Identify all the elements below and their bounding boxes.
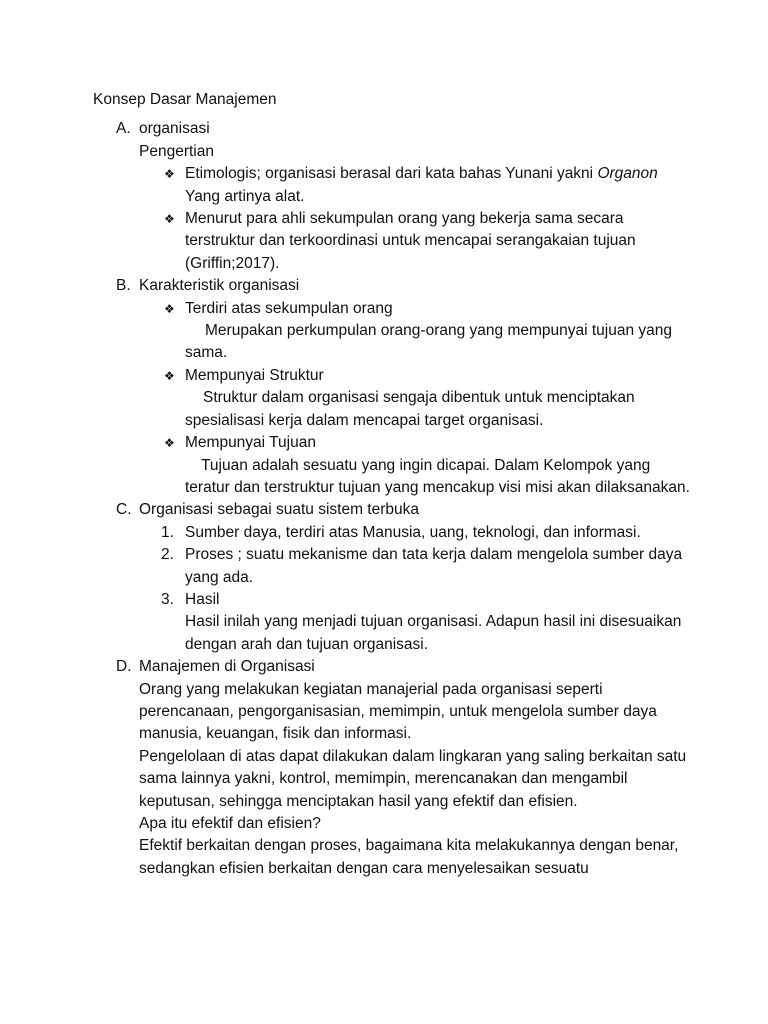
bullet-1-italic-term: Organon xyxy=(597,165,658,183)
diamond-bullet-icon: ❖ xyxy=(164,167,175,182)
section-a-marker: A. xyxy=(116,120,131,138)
document-title: Konsep Dasar Manajemen xyxy=(93,91,277,108)
section-c-heading xyxy=(93,499,693,521)
section-d-paragraph-2: Pengelolaan di atas dapat dilakukan dalam lingkaran yang saling berkaitan satu sama lainnya yakni, kontrol, memimpin, merencanakan dan mengambil keputusan, sehingga menciptakan hasil yang efektif dan efisien. xyxy=(139,747,687,810)
document-body xyxy=(93,89,693,880)
section-b-item-3-desc: Tujuan adalah sesuatu yang ingin dicapai. Dalam Kelompok yang teratur dan terstruktur tujuan yang mencakup visi misi akan dilaksanakan. xyxy=(185,456,690,496)
diamond-bullet-icon: ❖ xyxy=(164,212,175,227)
section-a-heading xyxy=(93,118,693,140)
item-1-text: Sumber daya, terdiri atas Manusia, uang, teknologi, dan informasi. xyxy=(185,523,641,541)
section-c-item-1 xyxy=(93,522,693,544)
bullet-2-text: Menurut para ahli sekumpulan orang yang bekerja sama secara terstruktur dan terkoordinasi untuk mencapai serangakaian tujuan (Griffin;2017). xyxy=(185,210,636,272)
section-d-title: Manajemen di Organisasi xyxy=(139,658,315,676)
section-d-marker: D. xyxy=(116,658,132,676)
section-c-title: Organisasi sebagai suatu sistem terbuka xyxy=(139,501,420,519)
item-3-text: Hasil xyxy=(185,590,220,608)
section-d-heading xyxy=(93,656,693,678)
section-b-item-2 xyxy=(93,365,693,387)
diamond-bullet-icon: ❖ xyxy=(164,436,175,451)
section-c-item-2 xyxy=(93,544,693,589)
section-b-heading xyxy=(93,275,693,297)
section-d-paragraph-3: Apa itu efektif dan efisien? xyxy=(139,815,321,832)
section-c-item-3-desc: Hasil inilah yang menjadi tujuan organisasi. Adapun hasil ini disesuaikan dengan arah dan tujuan organisasi. xyxy=(185,613,682,653)
section-a-subheading: Pengertian xyxy=(139,142,214,160)
number-marker: 3. xyxy=(161,590,174,608)
section-c-marker: C. xyxy=(116,501,132,519)
section-d-paragraph-4: Efektif berkaitan dengan proses, bagaimana kita melakukannya dengan benar, sedangkan efisien berkaitan dengan cara menyelesaikan sesuatu xyxy=(139,837,679,877)
section-a-bullet-1 xyxy=(93,163,693,208)
diamond-bullet-icon: ❖ xyxy=(164,301,175,316)
item-3-title: Mempunyai Tujuan xyxy=(185,434,316,452)
section-d-paragraph-1: Orang yang melakukan kegiatan manajerial pada organisasi seperti perencanaan, pengorganisasian, memimpin, untuk mengelola sumber daya manusia, keuangan, fisik dan informasi. xyxy=(139,680,657,743)
section-c-item-3 xyxy=(93,589,693,611)
section-b-item-1-desc: Merupakan perkumpulan orang-orang yang mempunyai tujuan yang sama. xyxy=(185,322,673,362)
item-1-title: Terdiri atas sekumpulan orang xyxy=(185,299,393,317)
section-b-item-2-desc: Struktur dalam organisasi sengaja dibentuk untuk menciptakan spesialisasi kerja dalam mencapai target organisasi. xyxy=(185,389,635,429)
number-marker: 2. xyxy=(161,546,174,564)
item-2-text: Proses ; suatu mekanisme dan tata kerja dalam mengelola sumber daya yang ada. xyxy=(185,546,683,586)
bullet-1-text: Etimologis; organisasi berasal dari kata bahas Yunani yakni xyxy=(185,165,594,183)
section-b-item-3 xyxy=(93,432,693,454)
section-a-bullet-2 xyxy=(93,208,693,275)
number-marker: 1. xyxy=(161,523,174,541)
section-a-title: organisasi xyxy=(139,120,210,138)
section-b-title: Karakteristik organisasi xyxy=(139,277,300,295)
section-b-marker: B. xyxy=(116,277,131,295)
bullet-1-text-end: Yang artinya alat. xyxy=(185,187,305,205)
section-b-item-1 xyxy=(93,298,693,320)
item-2-title: Mempunyai Struktur xyxy=(185,366,324,384)
diamond-bullet-icon: ❖ xyxy=(164,368,175,383)
